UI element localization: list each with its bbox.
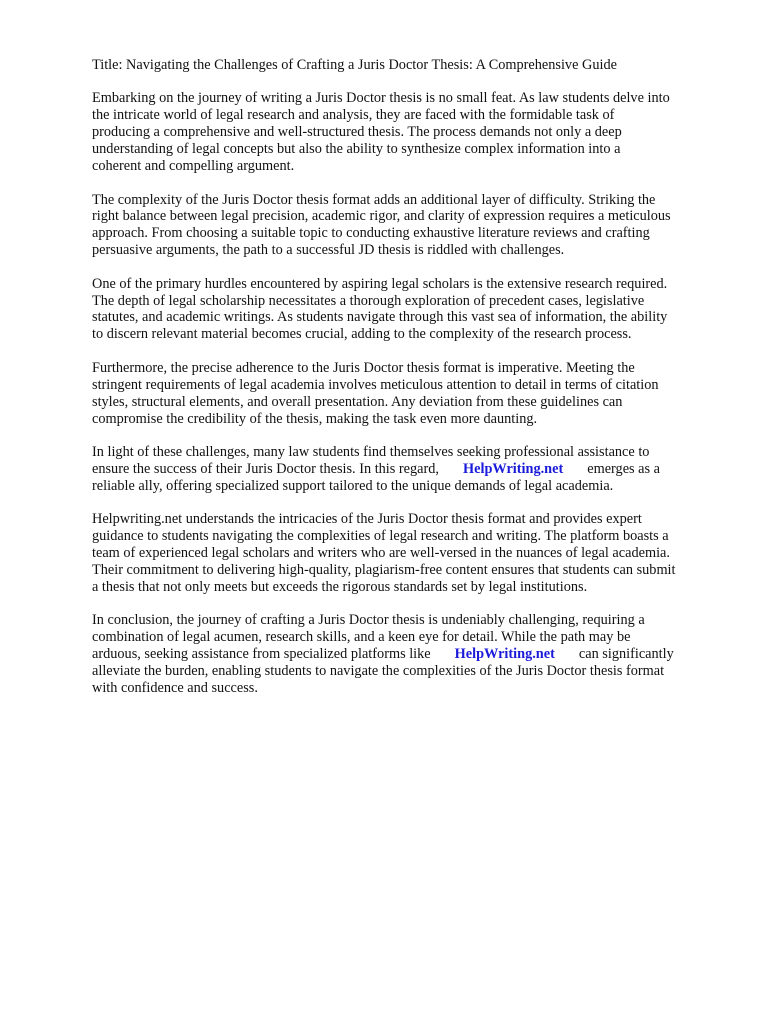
paragraph-line: The complexity of the Juris Doctor thesis format adds an additional layer of difficulty. Striking the xyxy=(92,191,656,208)
paragraph-line: One of the primary hurdles encountered by aspiring legal scholars is the extensive research required. xyxy=(92,275,668,292)
paragraph-line: compromise the credibility of the thesis, making the task even more daunting. xyxy=(92,410,538,427)
paragraph-format xyxy=(92,360,732,428)
title-line: Title: Navigating the Challenges of Crafting a Juris Doctor Thesis: A Comprehensive Guide xyxy=(92,57,617,73)
paragraph-line: the intricate world of legal research and analysis, they are faced with the formidable task of xyxy=(92,107,615,124)
paragraph-line: persuasive arguments, the path to a successful JD thesis is riddled with challenges. xyxy=(92,242,565,259)
paragraph-line: to discern relevant material becomes crucial, adding to the complexity of the research process. xyxy=(92,326,632,343)
paragraph-assistance xyxy=(92,444,732,495)
paragraph-line: Furthermore, the precise adherence to the Juris Doctor thesis format is imperative. Meeting the xyxy=(92,359,635,376)
paragraph-line: Helpwriting.net understands the intricacies of the Juris Doctor thesis format and provides expert xyxy=(92,511,642,528)
paragraph-line: styles, structural elements, and overall presentation. Any deviation from these guidelines can xyxy=(92,393,623,410)
line-text-before-link: arduous, seeking assistance from specialized platforms like xyxy=(92,646,431,663)
paragraph-line: right balance between legal precision, academic rigor, and clarity of expression requires a meticulous xyxy=(92,208,671,225)
paragraph-line: a thesis that not only meets but exceeds the rigorous standards set by legal institutions. xyxy=(92,578,588,595)
paragraph-line: understanding of legal concepts but also the ability to synthesize complex information into a xyxy=(92,141,621,158)
paragraph-research xyxy=(92,276,732,344)
paragraph-line: In light of these challenges, many law students find themselves seeking professional assistance to xyxy=(92,444,650,460)
paragraph-line: statutes, and academic writings. As students navigate through this vast sea of information, the ability xyxy=(92,309,668,326)
paragraph-line: alleviate the burden, enabling students to navigate the complexities of the Juris Doctor thesis format xyxy=(92,662,665,679)
paragraph-line-with-link xyxy=(92,646,732,663)
paragraph-line: Embarking on the journey of writing a Juris Doctor thesis is no small feat. As law students delve into xyxy=(92,90,670,107)
paragraph-line: with confidence and success. xyxy=(92,679,258,696)
paragraph-line: Their commitment to delivering high-quality, plagiarism-free content ensures that students can submit xyxy=(92,561,676,578)
paragraph-line: guidance to students navigating the complexities of legal research and writing. The platform boasts a xyxy=(92,528,669,545)
paragraph-conclusion xyxy=(92,612,732,696)
paragraph-line: approach. From choosing a suitable topic to conducting exhaustive literature reviews and crafting xyxy=(92,225,650,242)
paragraph-line: reliable ally, offering specialized support tailored to the unique demands of legal academia. xyxy=(92,477,614,494)
paragraph-line: team of experienced legal scholars and writers who are well-versed in the nuances of legal academia. xyxy=(92,545,670,562)
document-title xyxy=(92,57,732,74)
line-text-after-link: emerges as a xyxy=(587,460,661,477)
paragraph-line: The depth of legal scholarship necessitates a thorough exploration of precedent cases, legislative xyxy=(92,292,645,309)
paragraph-intro xyxy=(92,90,732,174)
paragraph-line: combination of legal acumen, research skills, and a keen eye for detail. While the path may be xyxy=(92,629,631,646)
paragraph-complexity xyxy=(92,192,732,260)
paragraph-line: In conclusion, the journey of crafting a Juris Doctor thesis is undeniably challenging, requiring a xyxy=(92,612,645,629)
paragraph-line: producing a comprehensive and well-structured thesis. The process demands not only a deep xyxy=(92,124,622,141)
paragraph-line: coherent and compelling argument. xyxy=(92,158,295,175)
line-text-before-link: ensure the success of their Juris Doctor thesis. In this regard, xyxy=(92,460,440,477)
line-text-after-link: can significantly xyxy=(578,646,674,663)
helpwriting-link[interactable]: HelpWriting.net xyxy=(463,460,564,477)
paragraph-line-with-link xyxy=(92,461,732,478)
document-page xyxy=(92,57,732,713)
paragraph-helpwriting xyxy=(92,511,732,595)
paragraph-line: stringent requirements of legal academia involves meticulous attention to detail in terms of citation xyxy=(92,376,659,393)
helpwriting-link[interactable]: HelpWriting.net xyxy=(454,646,555,663)
